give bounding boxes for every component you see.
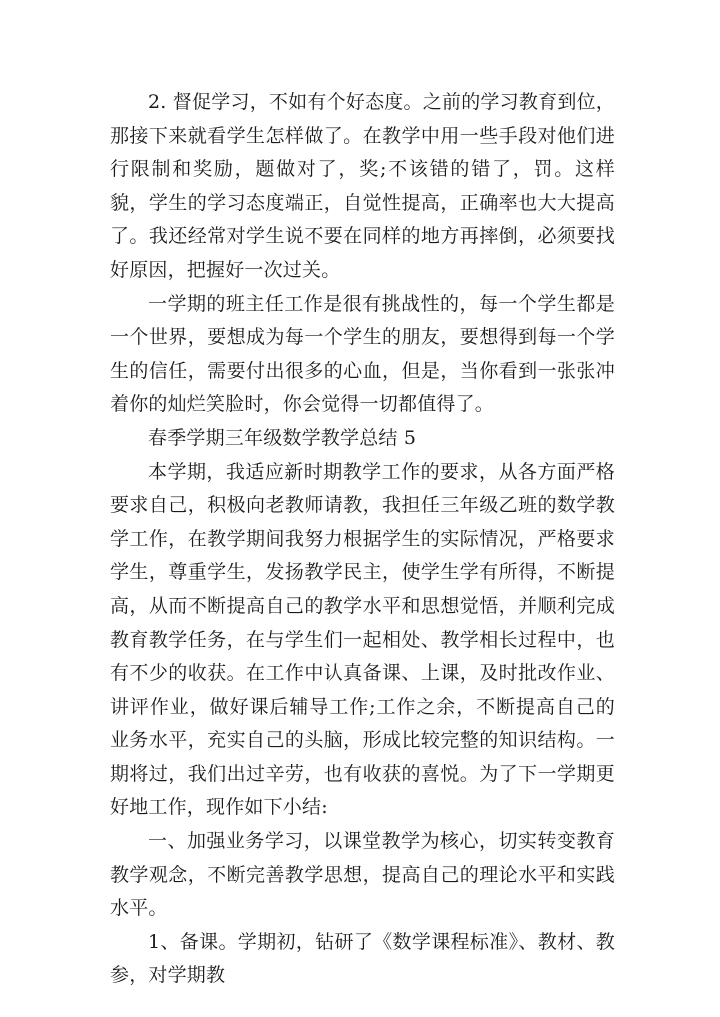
document-body xyxy=(110,86,615,993)
paragraph-strengthen-study: 一、加强业务学习，以课堂教学为核心，切实转变教育教学观念，不断完善教学思想，提高自己的理论水平和实践水平。 xyxy=(110,830,615,920)
paragraph-supervise-study: 2. 督促学习，不如有个好态度。之前的学习教育到位，那接下来就看学生怎样做了。在教学中用一些手段对他们进行限制和奖励，题做对了，奖;不该错的错了，罚。这样貌，学生的学习态度端正，自觉性提高，正确率也大大提高了。我还经常对学生说不要在同样的地方再摔倒，必须要找好原因，把握好一次过关。 xyxy=(110,91,615,281)
paragraph-lesson-prep: 1、备课。学期初，钻研了《数学课程标准》、教材、教参，对学期教 xyxy=(110,930,615,987)
paragraph-semester-overview: 本学期，我适应新时期教学工作的要求，从各方面严格要求自己，积极向老教师请教，我担任三年级乙班的数学教学工作，在教学期间我努力根据学生的实际情况，严格要求学生，尊重学生，发扬教学民主，使学生学有所得，不断提高，从而不断提高自己的教学水平和思想觉悟，并顺利完成教育教学任务，在与学生们一起相处、教学相长过程中，也有不少的收获。在工作中认真备课、上课，及时批改作业、讲评作业，做好课后辅导工作;工作之余，不断提高自己的业务水平，充实自己的头脑，形成比较完整的知识结构。一期将过，我们出过辛劳，也有收获的喜悦。为了下一学期更好地工作，现作如下小结: xyxy=(110,460,615,819)
paragraph-class-teacher-work: 一学期的班主任工作是很有挑战性的，每一个学生都是一个世界，要想成为每一个学生的朋友，要想得到每一个学生的信任，需要付出很多的心血，但是，当你看到一张张冲着你的灿烂笑脸时，你会觉得一切都值得了。 xyxy=(110,292,615,416)
section-heading: 春季学期三年级数学教学总结 5 xyxy=(148,426,417,449)
